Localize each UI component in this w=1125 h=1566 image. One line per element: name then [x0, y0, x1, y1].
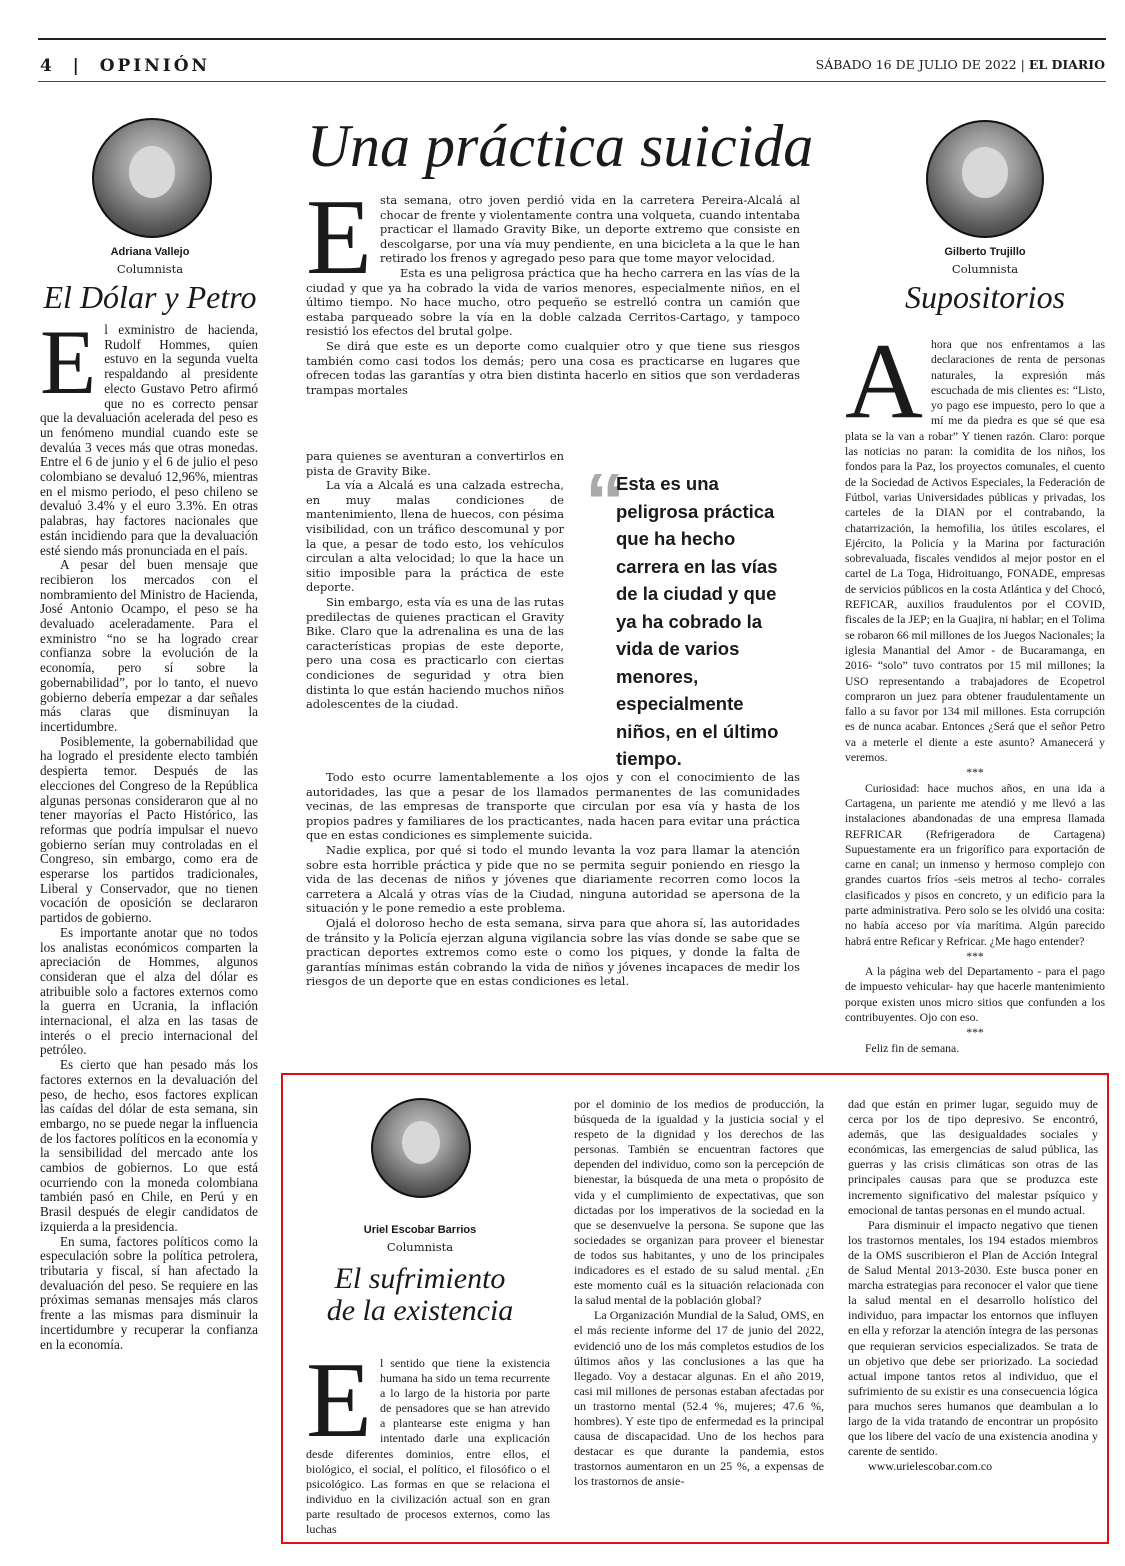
page-number: 4 — [40, 56, 55, 76]
bottom-article-col2: por el dominio de los medios de producción, la búsqueda de la igualdad y la justicia social y el respeto de la dignidad y los derechos de las personas. También se encuentran factores que dependen del individuo, como son la percepción de bienestar, la búsqueda de una meta o propósito de vida y el cumplimiento de expectativas, que son dictadas por los imperativos de la sociedad en la que se desenvuelve la persona. Se supone que las sociedades se organizan para proveer el bienestar de todos sus habitantes, y uno de los principales indicadores es el estado de su salud mental. ¿En este momento cuál es la situación relacionada con la salud mental de la población global? La Organización Mundial de la Salud, OMS, en el más reciente informe del 17 de junio del 2022, evidenció uno de los más completos estudios de los últimos años y las conclusiones a las que ha llegado. Voy a destacar algunas. En el año 2019, casi mil millones de personas estaban afectadas por un trastorno mental (52.4 %, mujeres; 47.6 %, hombres). Y este tipo de enfermedad es la principal causa de discapacidad. Uno de los hechos para destacar es que durante la pandemia, estos trastornos aumentaron en un 25 %, a expensas de los trastornos de ansie- — [574, 1097, 824, 1489]
left-author-name: Adriana Vallejo — [110, 246, 190, 258]
bottom-author-name: Uriel Escobar Barrios — [363, 1224, 477, 1236]
drop-cap: A — [845, 322, 923, 441]
main-article-tail: Todo esto ocurre lamentablemente a los ojos y con el conocimiento de las autoridades, las que a pesar de los llamados permanentes de las comunidades vecinas, de las empresas de transporte que circulan por esa vía y hasta de los propios padres y familiares de los practicantes, nada hacen para evitar una práctica que en estas condiciones es simplemente suicida. Nadie explica, por qué si todo el mundo levanta la voz para llamar la atención sobre esta horrible práctica y pide que no se permita seguir poniendo en riesgo la vida de las decenas de niños y jóvenes que diariamente recorren como locos la carretera a Alcalá y otras vías de la Ciudad, ninguna autoridad se apersona de la situación y le pone remedio a este problema. Ojalá el doloroso hecho de esta semana, sirva para que ahora sí, las autoridades de tránsito y la Policía ejerzan alguna vigilancia sobre las vías donde se sabe que se practican deportes extremos como este o como los piques, y donde la falta de garantías mínimas están cobrando la vida de niños y jóvenes incapaces de medir los riesgos de un deporte que en estas condiciones es letal. — [306, 770, 800, 989]
columnist-photo-right — [926, 120, 1044, 238]
main-article-lead: Esta semana, otro joven perdió vida en la carretera Pereira-Alcalá al chocar de frente y violentamente contra una volqueta, cuando intentaba practicar el llamado Gravity Bike, un deporte extremo que consiste en descolgarse, por una vía muy pendiente, en una bicicleta a la que le han retirado los frenos y agregado peso para que tome mayor velocidad. Esta es una peligrosa práctica que ha hecho carrera en las vías de la ciudad y que ya ha cobrado la vida de varios menores, especialmente niños, en el último tiempo. No hace mucho, otro pequeño se estrelló contra un camión que estaba parqueado sobre la vía en la doble calzada Cerritos-Cartago, y tampoco resistió los efectos del brutal golpe. Se dirá que este es un deporte como cualquier otro y que tiene sus riesgos también como casi todos los demás; pero una cosa es practicarse en lugares que ofrecen todas las garantías y otra bien distinta hacerlo en sitios que son verdaderas trampas mortales — [306, 178, 800, 397]
page-section: 4 | OPINIÓN — [40, 56, 211, 76]
quote-icon: “ — [585, 457, 625, 546]
left-column-title: El Dólar y Petro — [43, 279, 257, 315]
left-author-role: Columnista — [116, 262, 184, 276]
columnist-photo-left — [92, 118, 212, 238]
main-article-narrow-body: para quienes se aventuran a convertirlos en pista de Gravity Bike. La vía a Alcalá es una calzada estrecha, en muy malas condiciones de mantenimiento, llena de huecos, con pésima visibilidad, con un tráfico descomunal y por la que, a pesar de todo esto, los vehículos circulan a alta velocidad; lo que la hace un sitio imposible para la práctica de este deporte. Sin embargo, esta vía es una de las rutas predilectas de quienes practican el Gravity Bike. Claro que la adrenalina es una de las características propias de este deporte, pero una cosa es practicarlo con ciertas condiciones de seguridad y otra bien distinta lo que están haciendo muchos niños adolescentes de la ciudad. — [306, 449, 564, 712]
section-name: OPINIÓN — [99, 56, 211, 76]
bottom-author-role: Columnista — [386, 1240, 454, 1254]
drop-cap: E — [40, 311, 97, 413]
pull-quote: Esta es una peligrosa práctica que ha hecho carrera en las vías de la ciudad y que ya ha cobrado la vida de varios menores, especialmente niños, en el último tiempo. — [616, 473, 779, 769]
right-column-body: Ahora que nos enfrentamos a las declaraciones de renta de personas naturales, la expresión más escuchada de mis clientes es: “Listo, yo pago ese impuesto, pero lo que a mí me da piedra es que sé que esa plata se la van a robar” Y tienen razón. Claro: porque las noticias no paran: la comidita de los niños, los fondos para la Paz, los proyectos comunales, el cuento de la Sociedad de Activos Especiales, la Federación de Fútbol, varias Universidades públicas y privadas, los carteles de la DIAN por el contrabando, la chatarrización, la hemofilia, los útiles escolares, el Ejército, la Policía y la Marina por facturación sobrevaluada, fiscales vendidos al mejor postor en el cartel de La Toga, Hidroituango, FONADE, empresas de servicios públicos en la costa Atlántica y del Chocó, REFICAR, auxilios fraudulentos por el COVID, fiscales de la JEP; en la Guajira, ni hablar; en el Tolima se robaron 66 mil millones de los Juegos Nacionales; la iglesia Manantial del Amor - de Bucaramanga, en 2016- “solo” tuvo contratos por 15 mil millones; la USO representando a trabajadores de Ecopetrol compraron un juez para obtener fraudulentamente un fallo a su favor por 134 mil millones. Esta corrupción es de nunca acabar. Entonces ¿Será que el señor Petro va a meterle el diente a este asunto? Amanecerá y veremos. *** Curiosidad: hace muchos años, en una ida a Cartagena, un pariente me atendió y me llevó a las instalaciones abandonadas de una empresa llamada REFRICAR (Refrigeradora de Cartagena) Supuestamente era un frigorífico para exportación de carne en canal; un inmenso y hermoso complejo con grandes cuartos fríos -seis metros al techo- corrales clasificados y pisos en concreto, y un edificio para la parte administrativa. Pero solo se les olvidó una cosita: no había acceso por vía marítima. Algún parecido habrá entre Reficar y Refricar. ¿Me hago entender? *** A la página web del Departamento - para el pago de impuesto vehicular- hay que hacerle mantenimiento porque existen unos micro sitios que confunden a los contribuyentes. Ojo con eso. *** Feliz fin de semana. — [845, 322, 1105, 1055]
bottom-article-title: El sufrimiento de la existencia — [326, 1262, 514, 1327]
columnist-photo-bottom — [371, 1098, 471, 1198]
right-column-title: Supositorios — [904, 279, 1066, 315]
main-article-title: Una práctica suicida — [306, 113, 814, 179]
publication-name: EL DIARIO — [1028, 57, 1105, 72]
right-author-name: Gilberto Trujillo — [944, 246, 1026, 258]
right-author-role: Columnista — [951, 262, 1019, 276]
header-rule — [38, 81, 1106, 82]
drop-cap: E — [306, 178, 372, 297]
author-website[interactable]: www.urielescobar.com.co — [868, 1459, 993, 1474]
bottom-article-col3: dad que están en primer lugar, seguido muy de cerca por los de tipo depresivo. Se encontró, además, que las desigualdades sociales y económicas, las emergencias de salud pública, las guerras y las crisis climáticas son otras de las principales causas para que se produzca este incremento significativo del malestar psíquico y emocional de tantas personas en el mundo actual. Para disminuir el impacto negativo que tienen los trastornos mentales, los 194 estados miembros de la OMS suscribieron el Plan de Acción Integral de Salud Mental 2013-2030. Este busca poner en marcha estrategias para reconocer el valor que tiene la salud mental en el desarrollo holístico del individuo, para impactar los entornos que influyen en ella y reforzar la atención íntegra de las personas que requieran servicios especializados. Se trata de un objetivo que debe ser priorizado. La sociedad actual impone tantos retos al individuo, que el sufrimiento de su existir es una consecuencia lógica para muchos seres humanos que deambulan a lo largo de la vida tratando de encontrar un propósito que los libere del vacío de una existencia anodina y carente de sentido. www.urielescobar.com.co — [848, 1097, 1098, 1474]
issue-date: SÁBADO 16 DE JULIO DE 2022 — [815, 57, 1017, 72]
header-dateline: SÁBADO 16 DE JULIO DE 2022 | EL DIARIO — [815, 57, 1105, 72]
drop-cap: E — [306, 1341, 372, 1460]
left-column-body: El exministro de hacienda, Rudolf Hommes, quien estuvo en la segunda vuelta respaldando al presidente electo Gustavo Petro afirmó que no es correcto pensar que la devaluación acelerada del peso es un fenómeno mundial cuando este se devalúa 3 veces más que otras monedas. Entre el 6 de junio y el 6 de julio el peso colombiano se devaluó 12,96%, mientras en el mismo periodo, el peso chileno se devaluó 3.4% y el euro 3.3%. En otras palabras, hay factores nacionales que están incidiendo para que la devaluación esté siendo más pronunciada en el país. A pesar del buen mensaje que recibieron los mercados con el nombramiento del Ministro de Hacienda, José Antonio Ocampo, el peso se ha devaluado aceleradamente. Para el exministro “no se ha logrado crear confianza sobre la evolución de la economía, pero sí sobre la gobernabilidad”, por lo tanto, el nuevo gobierno debería empezar a dar señales más claras que disminuyan la incertidumbre. Posiblemente, la gobernabilidad que ha logrado el presidente electo también despierta temor. Después de las elecciones del Congreso de la República algunas personas consideraron que al no tener mayorías el Pacto Histórico, las reformas que podría impulsar el nuevo gobierno serían muy controladas en el Congreso, sin embargo, como era de esperarse los partidos tradicionales, Liberal y Conservador, que no tienen vocación de oposición se declararon partidos de gobierno. Es importante anotar que no todos los analistas económicos comparten la apreciación de Hommes, algunos consideran que el alza del dólar es atribuible solo a factores externos como la guerra en Ucrania, la inflación internacional, el alza en las tasas de interés o el precio internacional del petróleo. Es cierto que han pesado más los factores externos en la devaluación del peso, de hecho, esos factores explican las caídas del dólar de esta semana, sin embargo, no se puede negar la influencia de los factores políticos en la economía y la sensibilidad del mercado ante los cambios de gobiernos. Lo que está ocurriendo con la moneda colombiana también pasó en Chile, en Perú y en Brasil después de elegir candidatos de izquierda a la presidencia. En suma, factores políticos como la especulación sobre la política petrolera, tributaria y fiscal, sí han afectado la devaluación del peso. Se requiere en las próximas semanas mensajes más claros frente a las mismas para disminuir la incertidumbre y recuperar la confianza en la economía. — [40, 311, 258, 1352]
bottom-article-col1: El sentido que tiene la existencia humana ha sido un tema recurrente a lo largo de la historia por parte de pensadores que se han atrevido a plantearse este enigma y han intentado darle una explicación desde diferentes dominios, entre ellos, el biológico, el social, el político, el filosófico o el psicológico. Las formas en que se relaciona el individuo en la civilización actual son en gran parte resultado de procesos externos, como las luchas — [306, 1341, 550, 1537]
